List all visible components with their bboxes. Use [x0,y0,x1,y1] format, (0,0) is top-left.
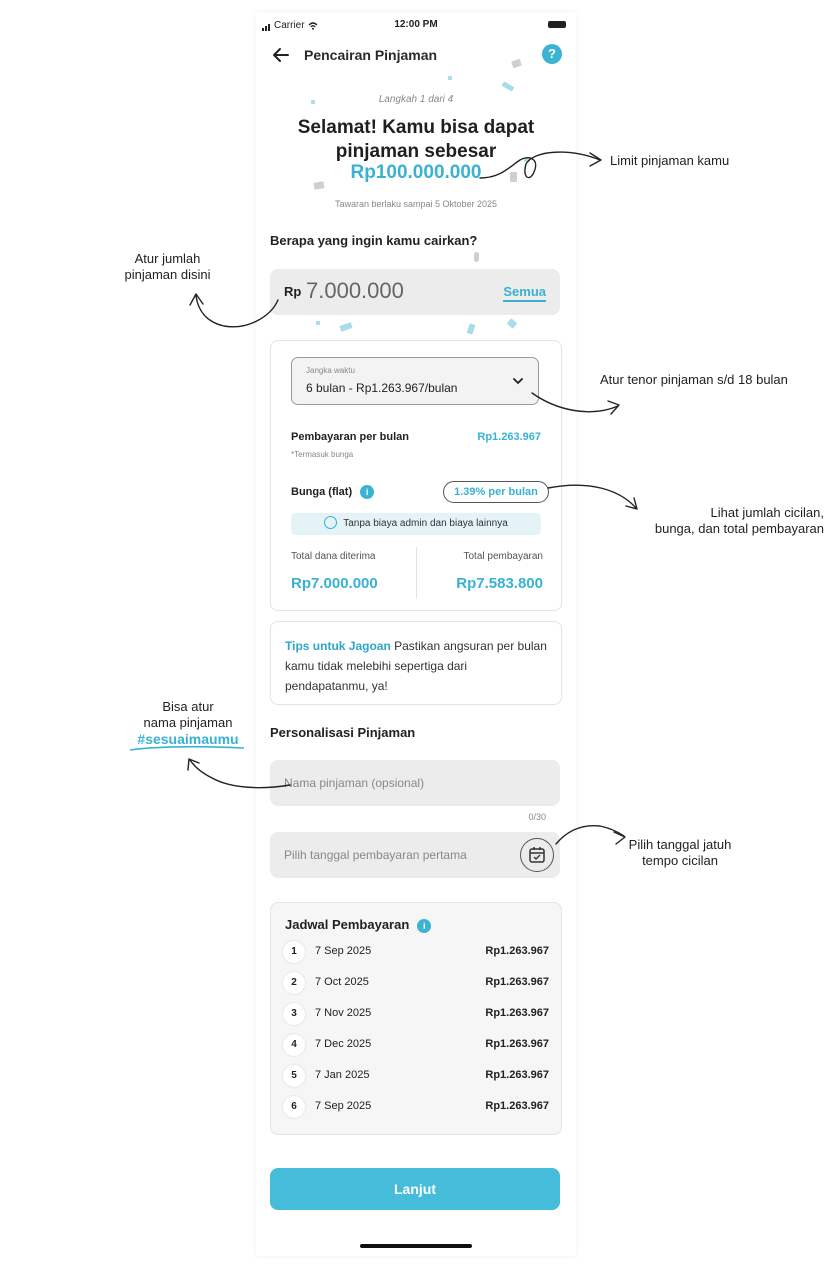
schedule-row [283,1034,549,1056]
confetti [474,252,479,262]
schedule-row [283,1003,549,1025]
annotation-arrow [188,759,199,770]
total-value: Rp7.583.800 [456,575,543,592]
schedule-title [285,917,431,933]
confetti [316,321,320,325]
date-placeholder: Pilih tanggal pembayaran pertama [284,848,467,862]
chevron-down-icon [512,375,524,387]
back-button[interactable] [270,44,292,66]
tips-title: Tips untuk Jagoan [285,639,391,653]
congrats-headline [276,116,556,164]
app-header [256,42,576,68]
tips-text [285,636,547,696]
installment-number: 4 [283,1034,305,1056]
schedule-row [283,1065,549,1087]
annotation-detail [600,505,824,537]
continue-button[interactable]: Lanjut [270,1168,560,1210]
fee-note: Tanpa biaya admin dan biaya lainnya [343,518,508,529]
schedule-title-text: Jadwal Pembayaran [285,917,410,932]
annotation-date-line-2: tempo cicilan [642,853,718,868]
schedule-row [283,1096,549,1118]
status-bar [256,12,576,38]
annotation-arrow [608,401,619,414]
annotation-hashtag: #sesuaimaumu [137,731,239,747]
page-title: Pencairan Pinjaman [304,47,438,63]
total-label: Total pembayaran [463,551,543,562]
info-icon[interactable]: i [417,919,431,933]
loan-limit: Rp100.000.000 [350,162,482,183]
all-amount-button[interactable]: Semua [503,284,546,302]
phone-screen [256,12,576,1256]
confetti [466,323,475,334]
annotation-tenor: Atur tenor pinjaman s/d 18 bulan [600,372,788,387]
headline-line-2: pinjaman sebesar [335,141,497,162]
first-payment-date-field[interactable] [270,832,560,878]
annotation-amount-line-1: Atur jumlah [134,251,201,266]
installment-date: 7 Sep 2025 [315,945,372,957]
back-arrow-icon [270,44,292,66]
name-counter: 0/30 [528,812,546,822]
installment-amount: Rp1.263.967 [485,1069,549,1081]
installment-date: 7 Sep 2025 [315,1100,372,1112]
fee-banner [291,513,541,535]
step-indicator: Langkah 1 dari 4 [378,94,454,105]
headline-line-1: Selamat! Kamu bisa dapat [297,117,535,138]
schedule-row [283,941,549,963]
battery-icon [548,21,566,28]
payment-schedule-card [270,902,562,1135]
personalization-label: Personalisasi Pinjaman [270,725,416,740]
annotation-name-line-1: Bisa atur [162,699,214,714]
tenor-label: Jangka waktu [306,366,355,375]
calendar-icon [521,839,553,871]
installment-date: 7 Oct 2025 [315,976,369,988]
received-label: Total dana diterima [291,551,376,562]
annotation-amount [110,251,225,283]
annotation-date-line-1: Pilih tanggal jatuh [628,837,732,852]
installment-amount: Rp1.263.967 [485,945,549,957]
annotation-name [128,699,248,747]
received-value: Rp7.000.000 [291,575,378,592]
home-indicator [360,1244,472,1248]
divider [416,547,417,599]
info-icon[interactable]: i [360,485,374,499]
amount-currency: Rp [284,284,302,299]
monthly-payment-value: Rp1.263.967 [477,431,541,443]
installment-amount: Rp1.263.967 [485,976,549,988]
installment-amount: Rp1.263.967 [485,1100,549,1112]
annotation-name-line-2: nama pinjaman [143,715,233,730]
interest-label: Bunga (flat) [291,485,353,498]
help-icon[interactable]: ? [542,44,562,64]
monthly-payment-note: *Termasuk bunga [291,450,354,459]
annotation-detail-line-2: bunga, dan total pembayaran [654,521,824,536]
annotation-arrow [190,294,203,305]
tenor-value: 6 bulan - Rp1.263.967/bulan [306,381,458,395]
amount-question: Berapa yang ingin kamu cairkan? [270,233,478,248]
hashtag-underline [130,747,244,750]
installment-number: 3 [283,1003,305,1025]
installment-number: 2 [283,972,305,994]
installment-number: 5 [283,1065,305,1087]
offer-validity: Tawaran berlaku sampai 5 Oktober 2025 [334,199,498,209]
amount-value: 7.000.000 [306,278,404,303]
annotation-detail-line-1: Lihat jumlah cicilan, [710,505,824,520]
annotation-date [610,837,750,869]
installment-number: 1 [283,941,305,963]
tenor-select[interactable] [291,357,539,405]
interest-rate-badge: 1.39% per bulan [443,481,549,503]
confetti [448,76,452,80]
loan-name-input[interactable] [270,760,560,806]
installment-date: 7 Jan 2025 [315,1069,370,1081]
tips-body: Pastikan angsuran per bulan kamu tidak melebihi sepertiga dari pendapatanmu, ya! [285,639,547,693]
confetti [507,318,518,329]
annotation-limit: Limit pinjaman kamu [610,153,730,168]
carrier-label: Carrier [274,20,305,31]
confetti [502,81,515,91]
installment-amount: Rp1.263.967 [485,1007,549,1019]
installment-number: 6 [283,1096,305,1118]
annotation-arrow [590,153,601,166]
confetti [339,322,352,332]
clock-icon [324,516,337,529]
calendar-button[interactable] [520,838,554,872]
loan-detail-card [270,340,562,611]
installment-date: 7 Dec 2025 [315,1038,372,1050]
monthly-payment-label: Pembayaran per bulan [291,431,409,443]
status-time: 12:00 PM [394,19,438,30]
schedule-row [283,972,549,994]
tips-card [270,621,562,705]
installment-date: 7 Nov 2025 [315,1007,372,1019]
annotation-amount-line-2: pinjaman disini [124,267,211,282]
amount-input[interactable] [270,269,560,315]
interest-row [291,485,374,499]
installment-amount: Rp1.263.967 [485,1038,549,1050]
